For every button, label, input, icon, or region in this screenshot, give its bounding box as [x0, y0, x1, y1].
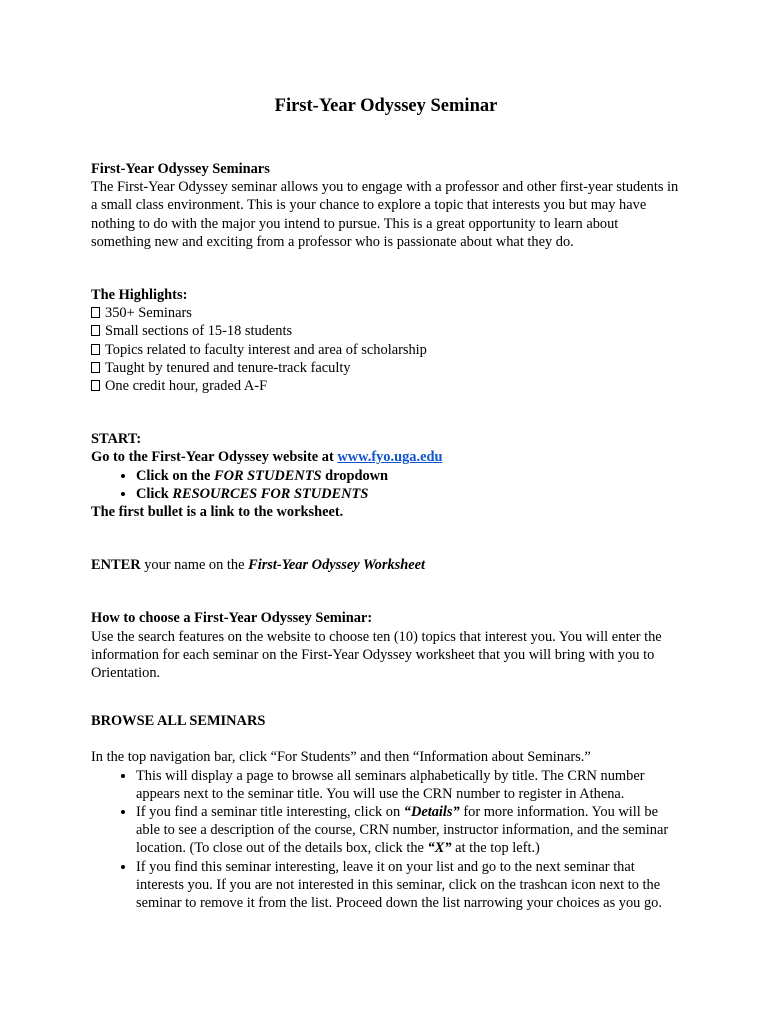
start-step: • Click on the FOR STUDENTS dropdown — [136, 467, 681, 485]
intro-heading: First-Year Odyssey Seminars — [91, 161, 270, 177]
checkbox-icon — [91, 307, 100, 318]
browse-intro: In the top navigation bar, click “For Students” and then “Information about Seminars.” — [91, 749, 591, 766]
checkbox-icon — [91, 380, 100, 391]
start-heading: START: — [91, 431, 142, 448]
checkbox-icon — [91, 344, 100, 355]
checkbox-icon — [91, 325, 100, 336]
enter-section — [91, 556, 681, 574]
highlights-heading: The Highlights: — [91, 287, 188, 304]
browse-heading: BROWSE ALL SEMINARS — [91, 713, 266, 730]
intro-body: The First-Year Odyssey seminar allows you to engage with a professor and other first-year students in a small class environment. This is your chance to explore a topic that interests you but may have nothing to do with the major you intend to pursue. This is a great opportunity to learn about something new and exciting from a professor who is passionate about what they do. — [91, 179, 679, 250]
start-note: The first bullet is a link to the worksheet. — [91, 504, 344, 521]
browse-step: • If you find a seminar title interesting, click on “Details” for more information. You will be able to see a description of the course, CRN number, instructor information, and the seminar location. (To close out of the details box, click the “X” at the top left.) — [136, 803, 681, 858]
fyo-website-link[interactable]: www.fyo.uga.edu — [337, 449, 443, 466]
start-section — [91, 430, 681, 521]
browse-step: • If you find this seminar interesting, leave it on your list and go to the next seminar that interests you. If you are not interested in this seminar, click on the trashcan icon next to the seminar to remove it from the list. Proceed down the list narrowing your choices as you go. — [136, 858, 681, 913]
page-title: First-Year Odyssey Seminar — [274, 96, 498, 116]
highlights-section — [91, 286, 681, 395]
highlight-item: Taught by tenured and tenure-track faculty — [91, 359, 681, 377]
browse-step: • This will display a page to browse all seminars alphabetically by title. The CRN number appears next to the seminar title. You will use the CRN number to register in Athena. — [136, 767, 681, 803]
how-heading: How to choose a First-Year Odyssey Seminar: — [91, 610, 373, 627]
highlight-item: One credit hour, graded A-F — [91, 377, 681, 395]
highlight-item: Small sections of 15-18 students — [91, 322, 681, 340]
start-step: • Click RESOURCES FOR STUDENTS — [136, 485, 681, 503]
enter-line: ENTER your name on the First-Year Odyssey Worksheet — [91, 557, 426, 574]
how-body: Use the search features on the website to choose ten (10) topics that interest you. You will enter the information for each seminar on the First-Year Odyssey worksheet that you will bring with you to Orientation. — [91, 628, 662, 682]
start-goto: Go to the First-Year Odyssey website at www.fyo.uga.edu — [91, 449, 443, 466]
browse-steps — [91, 767, 681, 913]
how-section — [91, 609, 681, 682]
document-page — [91, 92, 681, 912]
intro-section — [91, 160, 681, 251]
checkbox-icon — [91, 362, 100, 373]
highlight-item: 350+ Seminars — [91, 304, 681, 322]
start-steps — [91, 467, 681, 503]
browse-section — [91, 712, 681, 912]
highlight-item: Topics related to faculty interest and area of scholarship — [91, 341, 681, 359]
